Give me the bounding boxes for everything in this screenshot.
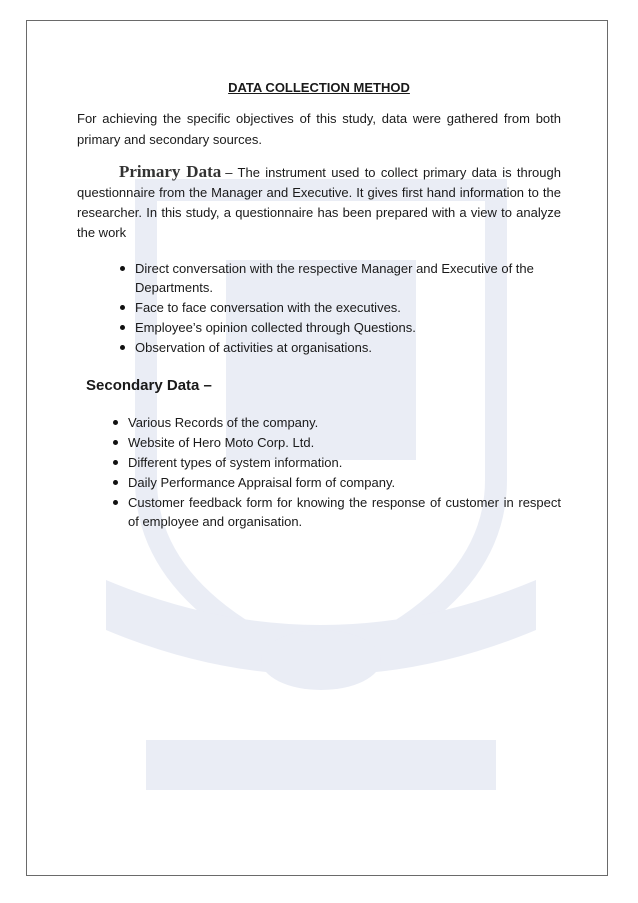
list-item: Observation of activities at organisations. [135,338,561,357]
list-item: Daily Performance Appraisal form of company. [128,473,561,492]
list-item: Various Records of the company. [128,413,561,432]
primary-data-heading: Primary Data [119,162,222,181]
list-item: Direct conversation with the respective Manager and Executive of the Departments. [135,259,561,297]
list-item: Customer feedback form for knowing the response of customer in respect of employee and organisation. [128,495,561,529]
list-item: Different types of system information. [128,453,561,472]
primary-data-bullet-list [77,259,561,357]
list-item: Employee’s opinion collected through Questions. [135,318,561,337]
list-item: Website of Hero Moto Corp. Ltd. [128,433,561,452]
list-item: Face to face conversation with the executives. [135,298,561,317]
intro-paragraph: For achieving the specific objectives of this study, data were gathered from both primary and secondary sources. [77,111,561,147]
secondary-data-heading: Secondary Data – [86,377,212,394]
document-title: DATA COLLECTION METHOD [228,80,410,95]
document-body [77,78,561,532]
primary-data-text: – The instrument used to collect primary data is through questionnaire from the Manager and Executive. It gives first hand information to the researcher. In this study, a questionnaire has been prepared with a view to analyze the work [77,165,561,240]
primary-data-paragraph [77,162,561,243]
secondary-data-bullet-list [77,413,561,531]
